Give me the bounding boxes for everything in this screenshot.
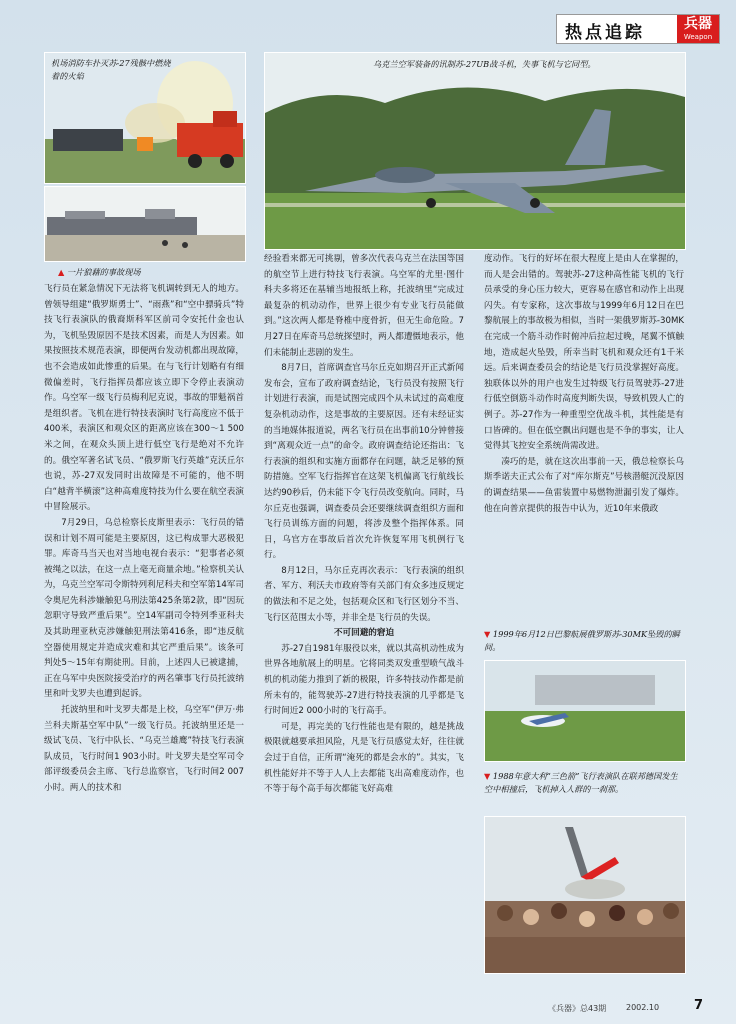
page-number: 7 xyxy=(694,998,704,1013)
footer-issue: 《兵器》总43期 xyxy=(548,1004,607,1013)
col2-paragraph-2: 8月7日，首席调查官马尔丘克如期召开正式新闻发布会，宣布了政府调查结论，飞行员没有按照飞行计划进行表演，而是试图完成四个从未试过的高难度复杂机动动作，这是事故的主要原因。还有未经证实的当地媒体报道说，两名飞行员在出事前10分钟曾接到“离观众近一点”的命令。政府调查结论还指出：飞行表演的组织和实施方面都存在问题，缺乏足够的预防措施。空军飞行指挥官在这架飞机偏离飞行航线长达约90秒后，仍未能下令飞行员改变航向。同时，马尔丘克也强调，调查委员会还要继续调查组织方面和飞行员训练方面的问题，将涉及整个指挥体系。同日，乌官方在事故后首次允许恢复军用飞机例行飞行。 xyxy=(264,363,464,561)
section-title: 热点追踪 xyxy=(565,23,645,43)
footer-date: 2002.10 xyxy=(626,1003,660,1012)
caption-photo5-text: 1988年意大利“三色箭”飞行表演队在联邦德国发生空中相撞后，飞机掉入人群的一刹那。 xyxy=(484,771,678,794)
caption-photo1: 机场消防车扑灭苏-27残骸中燃烧着的火焰 xyxy=(51,58,171,81)
col3-paragraph-2: 凑巧的是，就在这次出事前一天，俄总检察长乌斯季诺夫正式公布了对“库尔斯克”号核潜艇沉没原因的调查结果——鱼雷装置中易燃物泄漏引发了爆炸。他在向普京提供的报告中认为，近10年来俄政 xyxy=(484,456,684,514)
caption-photo4 xyxy=(484,628,684,654)
col2-paragraph-4: 苏-27自1981年服役以来，就以其高机动性成为世界各地航展上的明星。它将同类双发重型喷气战斗机的机动能力推到了新的极限，许多特技动作都是前所未有的，能驾驶苏-27进行特技表演的几乎都是飞行时间近2 000小时的飞行高手。 xyxy=(264,643,464,717)
photo-crowd-disaster xyxy=(484,816,686,974)
section-header xyxy=(556,14,720,44)
text-column-3 xyxy=(484,252,684,517)
col1-paragraph-3: 托波纳里和叶戈罗夫都是上校，乌空军“伊万·弗兰科夫斯基空军中队”一级飞行员。托波纳里还是一级试飞员、飞行中队长、“乌克兰雄鹰”特技飞行表演队成员，飞行时间1 903小时。叶戈罗夫是空军司令部评级委员会主席、飞行总监察官，飞行时间2 007小时。两人的技术和 xyxy=(44,705,244,793)
caption-photo5 xyxy=(484,770,684,796)
col2-paragraph-5: 可是，再完美的飞行性能也是有限的，越是挑战极限就越要承担风险，凡是飞行员感觉太好，往往就会过于自信，正所谓“淹死的都是会水的”。其实，飞机性能好并不等于人人上去都能飞出高难度动作，也不等于每个高手每次都能飞好高难 xyxy=(264,721,464,795)
caption-photo4-text: 1999年6月12日巴黎航展俄罗斯苏-30MK坠毁的瞬间。 xyxy=(484,629,680,652)
magazine-badge xyxy=(677,15,719,43)
triangle-down-icon-2: ▼ xyxy=(484,771,491,781)
triangle-icon: ▲ xyxy=(58,267,65,277)
photo-su30mk-crash xyxy=(484,660,686,762)
photo-su27ub xyxy=(264,52,686,250)
badge-en: Weapon xyxy=(683,33,713,41)
col1-paragraph-2: 7月29日，乌总检察长皮斯里表示：飞行员的错误和计划不周可能是主要原因，这已构成罪大恶极犯罪。库奇马当天也对当地电视台表示：“犯事者必须被绳之以法，在这一点上毫无商量余地。”检察机关认为，乌克兰空军司令斯特列利尼科夫和空军第14军司令奥尼先科涉嫌触犯乌刑法第425条第2款，即“因玩忽职守导致严重后果”。空14军副司令特列季亚科夫及其助理亚秋克涉嫌触犯刑法第416条，即“违反航空器使用规定并造成灾难和其它严重后果”。该条可判处5～15年有期徒刑。目前，上述四人已被逮捕，正在乌军中央医院接受治疗的两名肇事飞行员托波纳里和叶戈罗夫也遭到起诉。 xyxy=(44,517,244,700)
su27ub-image xyxy=(265,53,685,249)
caption-main: 乌克兰空军装备的讯制苏-27UB战斗机，失事飞机与它同型。 xyxy=(373,59,596,69)
crowd-disaster-image xyxy=(485,817,685,973)
col3-paragraph-1: 度动作。飞行的好坏在很大程度上是由人在掌握的，而人是会出错的。驾驶苏-27这种高性能飞机的飞行员承受的身心压力较大，更容易在感官和动作上出现闪失。有专家称，这次事故与1999年6月12日在巴黎航展上的事故极为相似，当时一架俄罗斯苏-30MK在完成一个筋斗动作时俯冲后拉起过晚，尾翼不慎触地，造成起火坠毁，所幸当时飞机和观众还有1千米远。后来调查委员会的结论是飞行员没掌握好高度。独联体以外的用户也发生过特级飞行员驾驶苏-27进行低空倒筋斗动作时高度判断失误，导致机毁人亡的例子。苏-27作为一种重型空优战斗机，其性能是有口皆碑的。但在低空飘出问题也是不争的事实，让人觉得其飞控安全系统尚需改进。 xyxy=(484,254,684,452)
text-column-1 xyxy=(44,282,244,797)
col2-paragraph-3: 8月12日，马尔丘克再次表示：飞行表演的组织者、军方、利沃夫市政府等有关部门有众多违反规定的做法和不足之处，包括观众区和飞行区划分不当、飞行区范围太小等，并非全是飞行员的失误。 xyxy=(264,565,464,623)
caption-photo3-text: 一片狼藉的事故现场 xyxy=(66,267,141,277)
wreck-field-image xyxy=(45,187,245,261)
triangle-down-icon: ▼ xyxy=(484,629,491,639)
col2-paragraph-1: 经验看来都无可挑剔，曾多次代表乌克兰在法国等国的航空节上进行特技飞行表演。乌空军的尤里·图什科夫多将还在基辅当地报纸上称，托波纳里“完成过最复杂的机动动作，世界上很少有专业飞行员能做到。”这次两人都是脊椎中度骨折，但无生命危险。7月27日在库奇马总统探望时，两人都遭慑地表示，他们未能制止悲剧的发生。 xyxy=(264,254,464,358)
badge-cn: 兵器 xyxy=(684,16,712,32)
photo-wreck-field xyxy=(44,186,246,262)
col1-paragraph-1: 飞行员在紧急情况下无法将飞机调转到无人的地方。曾领导组建“俄罗斯勇士”、“雨燕”和“空中骠骑兵”特技飞行表演队的俄裔斯科军区前司令安托什金也认为，飞机坠毁原因不是技术因素，而是人为因素。如果按照技术规范表演，即便两台发动机都出现故障，也不会造成如此惨重的后果。在与飞行计划略有有细微偏差时，飞行指挥员都应该立即下令停止表演动作。乌空军一级飞行员梅利尼克说，事故的罪魁祸首是组织者。飞机在进行特技表演时飞行高度应不低于400米，表演区和观众区的距离应该在300～1 500米之间，在观众头顶上进行低空飞行是绝对不允许的。俄空军著名试飞员、“俄罗斯飞行英雄”克沃丘尔也说，苏-27双发同时出故障是不可能的，他不明白“越背半横滚”这种高难度特技为什么要在航空表演中冒险展示。 xyxy=(44,284,244,513)
text-column-2 xyxy=(264,252,464,798)
section-subheading: 不可回避的窘迫 xyxy=(333,628,395,639)
su30mk-crash-image xyxy=(485,661,685,761)
caption-photo3 xyxy=(58,266,248,279)
photo-fire-truck xyxy=(44,52,246,184)
